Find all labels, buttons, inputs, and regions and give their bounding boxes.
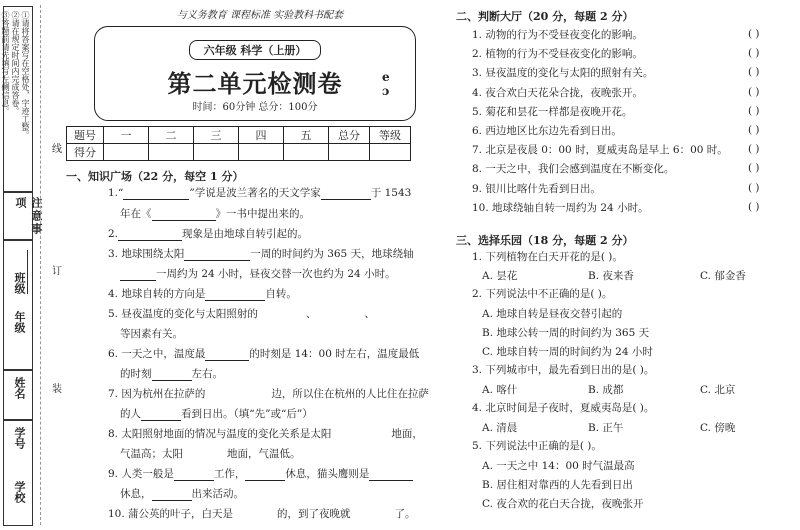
blank[interactable] xyxy=(141,409,181,421)
name-box xyxy=(3,370,33,420)
score-row xyxy=(67,144,411,161)
s2-answer-paren[interactable]: ( ) xyxy=(748,143,760,156)
name-field[interactable] xyxy=(11,377,27,403)
s1-q5-text: 5. 昼夜温度的变化与太阳照射的 xyxy=(108,308,258,320)
s3-q5-option-b[interactable]: B. 居住相对靠西的人先看到日出 xyxy=(482,479,633,491)
series-caption: 与义务教育 课程标准 实验教科书配套 xyxy=(176,10,344,21)
name-label: 姓名 xyxy=(13,377,26,399)
s3-q2: 2. 下列说法中不正确的是( )。 xyxy=(472,288,613,300)
s1-q6-line1 xyxy=(108,347,419,361)
s3-q4-option-a[interactable]: A. 清晨 xyxy=(482,422,518,434)
s1-q5-line1 xyxy=(108,307,375,321)
s1-q2 xyxy=(108,227,308,241)
s1-q1-text: 于 1543 xyxy=(370,187,412,199)
time-info: 时间：60分钟 总分：100分 xyxy=(192,102,318,113)
s1-q8-text: 气温高；太阳 xyxy=(120,448,183,460)
blank[interactable] xyxy=(205,349,249,361)
s1-q1-line2 xyxy=(120,207,310,221)
s1-q9-text: 工作， xyxy=(213,468,246,480)
s1-q7-text: 看到日出。（填“先”或“后”） xyxy=(181,408,313,420)
s2-statement: 4. 夜合欢白天花朵合拢，夜晚张开。 xyxy=(472,86,643,99)
score-header-cell: 四 xyxy=(239,127,284,144)
decoration-glyph: e ɔ xyxy=(382,70,390,98)
score-header-cell: 题号 xyxy=(67,127,104,144)
score-cell[interactable] xyxy=(194,144,239,161)
s1-q5-text: 、 xyxy=(305,308,317,320)
s3-q1-option-b[interactable]: B. 夜来香 xyxy=(588,270,634,282)
s2-statement: 1. 动物的行为不受昼夜变化的影响。 xyxy=(472,29,643,41)
s2-answer-paren[interactable]: ( ) xyxy=(748,162,760,175)
s1-q1-line1 xyxy=(108,186,411,200)
s1-q8-text: 地面，气温低。 xyxy=(227,448,301,460)
id-field[interactable] xyxy=(11,427,27,453)
s1-q7-text: 7. 因为杭州在拉萨的 xyxy=(108,388,206,400)
s1-q10-text: 了。 xyxy=(394,508,416,520)
grade-class-box xyxy=(3,240,33,370)
score-cell[interactable] xyxy=(329,144,370,161)
s1-q5-line2: 等因素有关。 xyxy=(120,328,183,340)
blank[interactable] xyxy=(321,188,371,200)
section2-title: 二、判断大厅（20 分，每题 2 分） xyxy=(456,10,634,23)
s3-q3: 3. 下列城市中，最先看到日出的是( )。 xyxy=(472,364,655,376)
s3-q5: 5. 下列说法中正确的是( )。 xyxy=(472,440,602,452)
score-row-label: 得分 xyxy=(67,144,104,161)
s3-q1-option-c[interactable]: C. 郁金香 xyxy=(700,270,746,282)
blank[interactable] xyxy=(245,469,285,481)
s1-q7-line1 xyxy=(108,387,429,401)
grade-label: 年级 xyxy=(13,311,26,333)
s1-q3-text: 一周的时间约为 365 天，地球绕轴 xyxy=(250,248,414,260)
class-line xyxy=(27,250,28,294)
s3-q4-option-c[interactable]: C. 傍晚 xyxy=(700,422,736,434)
notice-label-box xyxy=(3,192,43,240)
subject-badge xyxy=(90,40,420,60)
s1-q7-text: 边，所以住在杭州的人比住在拉萨 xyxy=(271,388,429,400)
s2-statement: 6. 西边地区比东边先看到日出。 xyxy=(472,125,622,137)
binding-strip xyxy=(0,0,43,530)
score-header-cell: 总分 xyxy=(329,127,370,144)
s2-answer-paren[interactable]: ( ) xyxy=(748,181,760,194)
s1-q9-text: 休息，猫头鹰则是 xyxy=(285,468,370,480)
score-header-cell: 五 xyxy=(284,127,329,144)
blank[interactable] xyxy=(174,469,214,481)
blank[interactable] xyxy=(152,369,192,381)
id-label: 学号 xyxy=(13,427,26,449)
s1-q4 xyxy=(108,287,297,301)
s1-q9-text: 9. 人类一般是 xyxy=(108,468,174,480)
s2-answer-paren[interactable]: ( ) xyxy=(748,66,760,79)
s2-answer-paren[interactable]: ( ) xyxy=(748,85,760,98)
s1-q8-line1 xyxy=(108,427,423,441)
s3-q5-option-a[interactable]: A. 一天之中 14：00 时气温最高 xyxy=(482,460,635,472)
s1-q4-text: 4. 地球自转的方向是 xyxy=(108,288,206,300)
cut-mark-zhuang: 装 xyxy=(52,384,62,395)
s3-q2-option-c[interactable]: C. 地球自转一周的时间约为 24 小时 xyxy=(482,346,653,358)
s1-q3-line2 xyxy=(120,267,396,281)
s3-q4-option-b[interactable]: B. 正午 xyxy=(588,422,624,434)
s1-q3-text: 3. 地球围绕太阳 xyxy=(108,248,185,260)
blank[interactable] xyxy=(152,209,216,221)
s1-q6-text: 的时刻 xyxy=(120,368,152,380)
s1-q2-text: 现象是由地球自转引起的。 xyxy=(182,228,309,240)
school-label: 学校 xyxy=(13,481,26,503)
s1-q3-line1 xyxy=(108,247,414,261)
notice-line-2: ②请在规定时间内完成答卷。 xyxy=(11,11,20,115)
score-table xyxy=(66,126,411,161)
score-header-cell: 等级 xyxy=(370,127,411,144)
s1-q7-line2 xyxy=(120,407,313,421)
s3-q3-option-c[interactable]: C. 北京 xyxy=(700,384,736,396)
blank[interactable] xyxy=(152,489,192,501)
s1-q3-text: 一周约为 24 小时，昼夜交替一次也约为 24 小时。 xyxy=(156,268,396,280)
s1-q1-text: ”学说是波兰著名的天文学家 xyxy=(189,187,321,199)
s2-answer-paren[interactable]: ( ) xyxy=(748,124,760,136)
class-label: 班级 xyxy=(13,272,26,294)
grade-field[interactable] xyxy=(11,311,27,337)
s1-q1-text: 年在《 xyxy=(120,208,152,220)
s1-q9-text: 休息， xyxy=(120,488,152,500)
s1-q1-text: 》一书中提出来的。 xyxy=(215,208,310,220)
s1-q1-text: 1.“ xyxy=(108,187,124,199)
s1-q8-text: 8. 太阳照射地面的情况与温度的变化关系是太阳 xyxy=(108,428,332,440)
s1-q5-text: 、 xyxy=(364,308,375,320)
score-header-row xyxy=(67,127,411,144)
blank[interactable] xyxy=(123,188,189,200)
s3-q3-option-b[interactable]: B. 成都 xyxy=(588,384,624,396)
blank[interactable] xyxy=(184,249,250,261)
s3-q2-option-a[interactable]: A. 地球自转是昼夜交替引起的 xyxy=(482,308,623,320)
s2-statement: 9. 银川比喀什先看到日出。 xyxy=(472,182,601,195)
s3-q1-option-a[interactable]: A. 昙花 xyxy=(482,270,518,282)
s2-answer-paren[interactable]: ( ) xyxy=(748,104,760,117)
subject-label: 六年级 科学（上册） xyxy=(189,40,322,60)
s1-q2-num: 2. xyxy=(108,228,119,240)
score-header-cell: 二 xyxy=(149,127,194,144)
score-cell[interactable] xyxy=(104,144,149,161)
s2-statement: 2. 植物的行为不受昼夜变化的影响。 xyxy=(472,48,643,61)
s1-q6-text: 6. 一天之中，温度最 xyxy=(108,348,206,360)
notice-label: 注意事项 xyxy=(14,197,43,236)
s1-q8-text: 地面， xyxy=(391,428,423,440)
s2-statement: 3. 昼夜温度的变化与太阳的照射有关。 xyxy=(472,67,654,80)
s3-q4: 4. 北京时间是子夜时，夏威夷岛是( )。 xyxy=(472,402,655,414)
s1-q6-text: 左右。 xyxy=(191,368,223,380)
s2-statement: 8. 一天之中，我们会感到温度在不断变化。 xyxy=(472,163,675,176)
s1-q9-line2 xyxy=(120,487,244,501)
cut-mark-xian: 线 xyxy=(52,144,62,155)
score-cell[interactable] xyxy=(149,144,194,161)
score-header-cell: 一 xyxy=(104,127,149,144)
s3-q3-option-a[interactable]: A. 喀什 xyxy=(482,384,518,396)
s2-answer-paren[interactable]: ( ) xyxy=(748,47,760,60)
page-title: 第二单元检测卷 xyxy=(167,69,343,98)
cut-mark-ding: 订 xyxy=(52,266,62,277)
s2-statement: 7. 北京是夜晨 0：00 时，夏威夷岛是早上 6：00 时。 xyxy=(472,144,728,157)
section1-title: 一、知识广场（22 分，每空 1 分） xyxy=(66,170,244,183)
s2-statement: 10. 地球绕轴自转一周约为 24 小时。 xyxy=(472,201,649,214)
notice-line-3: ③答题前请先填写左侧信息。 xyxy=(1,11,10,115)
notice-line-1: ①请将答案写在空格处，字迹工整。 xyxy=(21,11,30,139)
score-cell[interactable] xyxy=(284,144,329,161)
s2-answer-paren[interactable]: ( ) xyxy=(748,28,760,40)
section3-title: 三、选择乐园（18 分，每题 2 分） xyxy=(456,234,634,247)
school-field[interactable] xyxy=(11,481,27,507)
s1-q6-text: 的时刻是 14：00 时左右，温度最低 xyxy=(249,348,420,360)
s1-q4-text: 自转。 xyxy=(265,288,297,300)
s3-q2-option-b[interactable]: B. 地球公转一周的时间约为 365 天 xyxy=(482,327,650,339)
class-field[interactable] xyxy=(11,247,28,298)
s2-statement: 5. 菊花和昙花一样都是夜晚开花。 xyxy=(472,105,633,118)
s1-q10 xyxy=(108,507,416,521)
s1-q9-text: 出来活动。 xyxy=(191,488,244,500)
blank[interactable] xyxy=(118,229,182,241)
s1-q6-line2 xyxy=(120,367,223,381)
blank[interactable] xyxy=(205,289,265,301)
cut-line xyxy=(40,5,41,525)
s1-q8-line2 xyxy=(120,447,301,461)
score-cell[interactable] xyxy=(239,144,284,161)
s2-answer-paren[interactable]: ( ) xyxy=(748,200,760,213)
s3-q5-option-c[interactable]: C. 夜合欢的花白天合拢，夜晚张开 xyxy=(482,498,644,510)
s3-q1: 1. 下列植物在白天开花的是( )。 xyxy=(472,251,623,263)
notice-box xyxy=(3,6,33,192)
s1-q10-text: 10. 蒲公英的叶子，白天是 xyxy=(108,508,234,520)
score-cell[interactable] xyxy=(370,144,411,161)
school-box xyxy=(3,420,33,526)
s1-q9-line1 xyxy=(108,467,413,481)
score-header-cell: 三 xyxy=(194,127,239,144)
blank[interactable] xyxy=(120,269,156,281)
blank[interactable] xyxy=(369,469,413,481)
s1-q7-text: 的人 xyxy=(120,408,141,420)
s1-q10-text: 的，到了夜晚就 xyxy=(277,508,351,520)
